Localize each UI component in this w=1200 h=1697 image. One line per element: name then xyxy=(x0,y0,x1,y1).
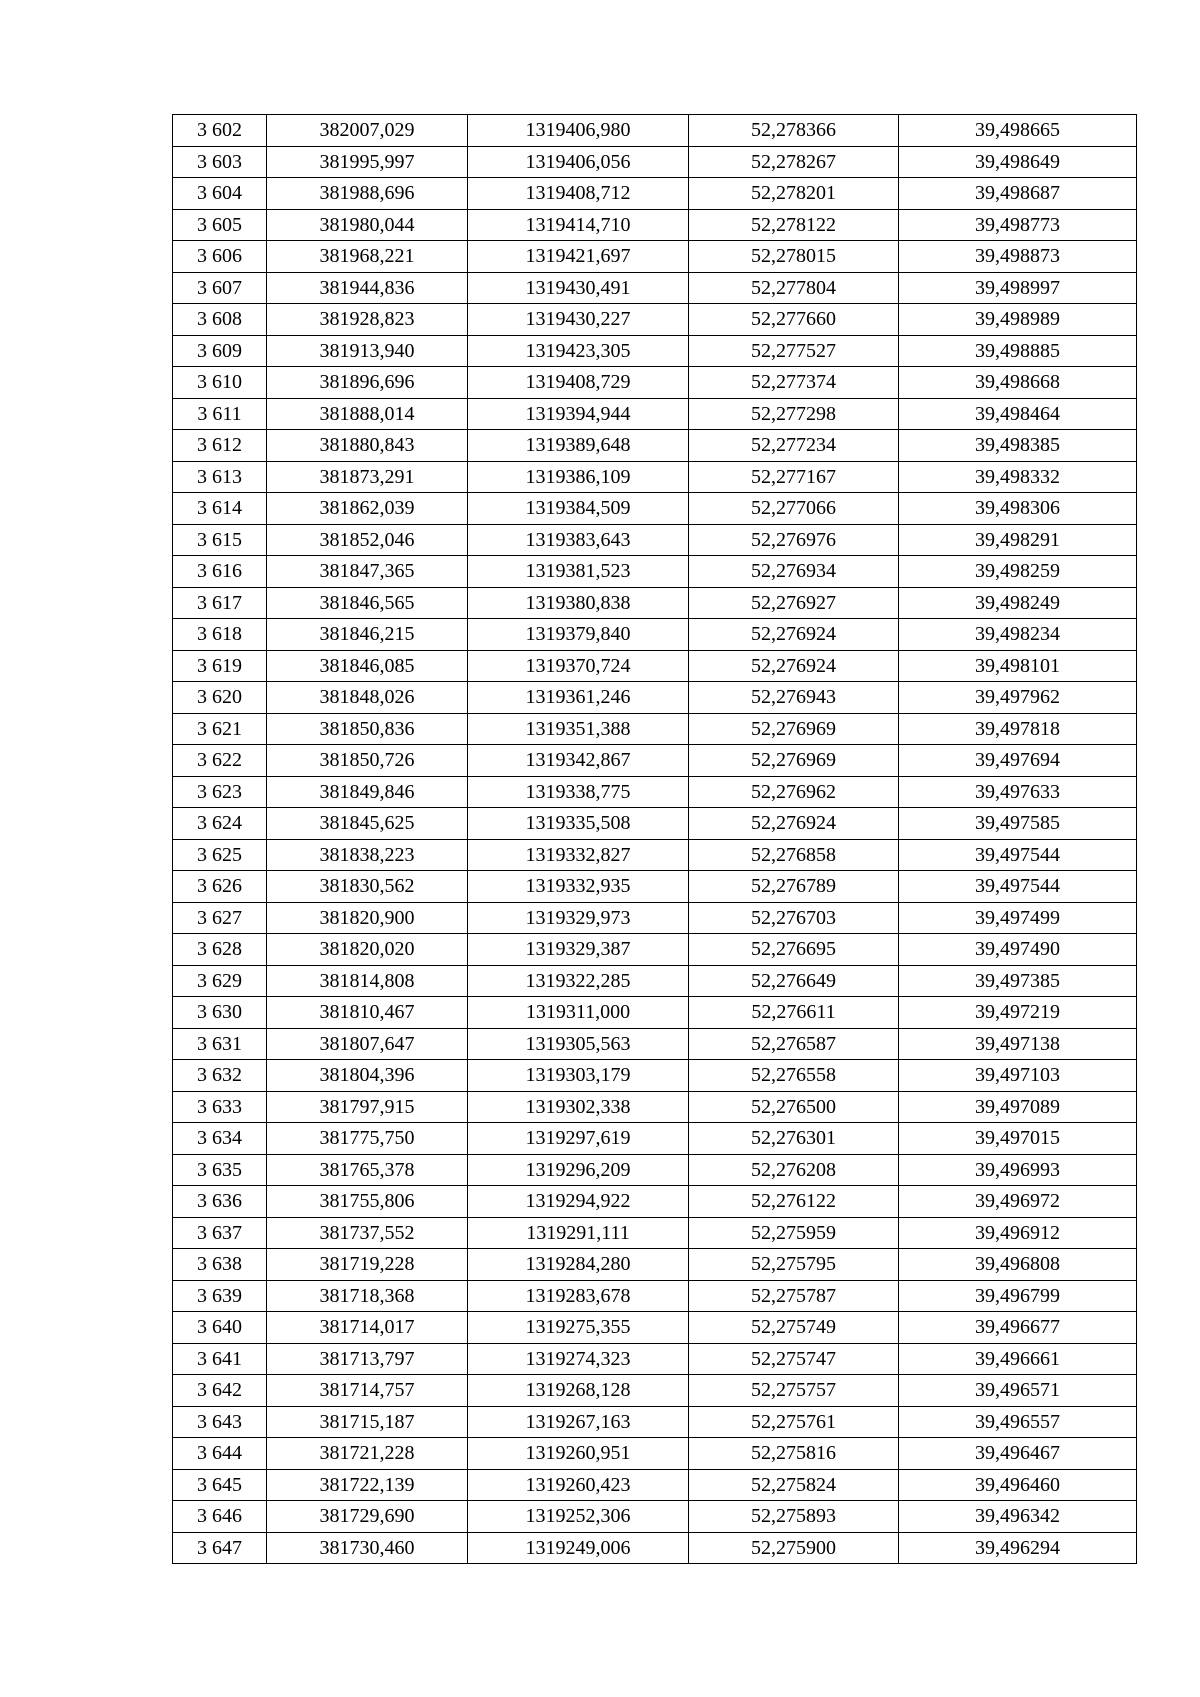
table-row xyxy=(173,745,1137,777)
x-coordinate-cell: 381820,900 xyxy=(267,902,468,934)
longitude-cell: 39,498649 xyxy=(899,146,1137,178)
longitude-cell: 39,498665 xyxy=(899,115,1137,147)
latitude-cell: 52,277167 xyxy=(689,461,899,493)
point-number-cell: 3 628 xyxy=(173,934,267,966)
point-number-cell: 3 643 xyxy=(173,1406,267,1438)
y-coordinate-cell: 1319351,388 xyxy=(468,713,689,745)
latitude-cell: 52,276927 xyxy=(689,587,899,619)
latitude-cell: 52,276587 xyxy=(689,1028,899,1060)
longitude-cell: 39,498773 xyxy=(899,209,1137,241)
latitude-cell: 52,275824 xyxy=(689,1469,899,1501)
point-number-cell: 3 647 xyxy=(173,1532,267,1564)
point-number-cell: 3 635 xyxy=(173,1154,267,1186)
x-coordinate-cell: 381846,565 xyxy=(267,587,468,619)
point-number-cell: 3 619 xyxy=(173,650,267,682)
latitude-cell: 52,276934 xyxy=(689,556,899,588)
point-number-cell: 3 618 xyxy=(173,619,267,651)
table-row xyxy=(173,1438,1137,1470)
table-row xyxy=(173,587,1137,619)
table-row xyxy=(173,1280,1137,1312)
x-coordinate-cell: 381715,187 xyxy=(267,1406,468,1438)
longitude-cell: 39,496912 xyxy=(899,1217,1137,1249)
table-row xyxy=(173,1186,1137,1218)
y-coordinate-cell: 1319332,935 xyxy=(468,871,689,903)
table-row xyxy=(173,1154,1137,1186)
point-number-cell: 3 638 xyxy=(173,1249,267,1281)
longitude-cell: 39,498332 xyxy=(899,461,1137,493)
y-coordinate-cell: 1319408,712 xyxy=(468,178,689,210)
table-row xyxy=(173,1469,1137,1501)
y-coordinate-cell: 1319322,285 xyxy=(468,965,689,997)
point-number-cell: 3 627 xyxy=(173,902,267,934)
x-coordinate-cell: 381968,221 xyxy=(267,241,468,273)
y-coordinate-cell: 1319283,678 xyxy=(468,1280,689,1312)
point-number-cell: 3 602 xyxy=(173,115,267,147)
point-number-cell: 3 644 xyxy=(173,1438,267,1470)
longitude-cell: 39,496571 xyxy=(899,1375,1137,1407)
x-coordinate-cell: 381804,396 xyxy=(267,1060,468,1092)
y-coordinate-cell: 1319303,179 xyxy=(468,1060,689,1092)
y-coordinate-cell: 1319267,163 xyxy=(468,1406,689,1438)
x-coordinate-cell: 381713,797 xyxy=(267,1343,468,1375)
x-coordinate-cell: 381714,757 xyxy=(267,1375,468,1407)
y-coordinate-cell: 1319380,838 xyxy=(468,587,689,619)
point-number-cell: 3 603 xyxy=(173,146,267,178)
latitude-cell: 52,278201 xyxy=(689,178,899,210)
x-coordinate-cell: 381721,228 xyxy=(267,1438,468,1470)
point-number-cell: 3 610 xyxy=(173,367,267,399)
table-row xyxy=(173,304,1137,336)
x-coordinate-cell: 381810,467 xyxy=(267,997,468,1029)
latitude-cell: 52,276943 xyxy=(689,682,899,714)
table-row xyxy=(173,430,1137,462)
y-coordinate-cell: 1319268,128 xyxy=(468,1375,689,1407)
y-coordinate-cell: 1319297,619 xyxy=(468,1123,689,1155)
y-coordinate-cell: 1319296,209 xyxy=(468,1154,689,1186)
x-coordinate-cell: 381820,020 xyxy=(267,934,468,966)
y-coordinate-cell: 1319370,724 xyxy=(468,650,689,682)
latitude-cell: 52,276649 xyxy=(689,965,899,997)
y-coordinate-cell: 1319342,867 xyxy=(468,745,689,777)
latitude-cell: 52,278366 xyxy=(689,115,899,147)
point-number-cell: 3 642 xyxy=(173,1375,267,1407)
longitude-cell: 39,497633 xyxy=(899,776,1137,808)
longitude-cell: 39,497585 xyxy=(899,808,1137,840)
y-coordinate-cell: 1319389,648 xyxy=(468,430,689,462)
table-row xyxy=(173,1060,1137,1092)
y-coordinate-cell: 1319381,523 xyxy=(468,556,689,588)
y-coordinate-cell: 1319275,355 xyxy=(468,1312,689,1344)
table-row xyxy=(173,115,1137,147)
point-number-cell: 3 624 xyxy=(173,808,267,840)
longitude-cell: 39,498385 xyxy=(899,430,1137,462)
point-number-cell: 3 616 xyxy=(173,556,267,588)
table-row xyxy=(173,272,1137,304)
x-coordinate-cell: 381775,750 xyxy=(267,1123,468,1155)
x-coordinate-cell: 381849,846 xyxy=(267,776,468,808)
y-coordinate-cell: 1319421,697 xyxy=(468,241,689,273)
point-number-cell: 3 621 xyxy=(173,713,267,745)
longitude-cell: 39,497103 xyxy=(899,1060,1137,1092)
y-coordinate-cell: 1319305,563 xyxy=(468,1028,689,1060)
point-number-cell: 3 611 xyxy=(173,398,267,430)
y-coordinate-cell: 1319379,840 xyxy=(468,619,689,651)
longitude-cell: 39,497818 xyxy=(899,713,1137,745)
table-row xyxy=(173,1249,1137,1281)
longitude-cell: 39,498234 xyxy=(899,619,1137,651)
longitude-cell: 39,497015 xyxy=(899,1123,1137,1155)
x-coordinate-cell: 381850,836 xyxy=(267,713,468,745)
x-coordinate-cell: 381862,039 xyxy=(267,493,468,525)
longitude-cell: 39,498668 xyxy=(899,367,1137,399)
latitude-cell: 52,276976 xyxy=(689,524,899,556)
table-row xyxy=(173,461,1137,493)
latitude-cell: 52,275959 xyxy=(689,1217,899,1249)
longitude-cell: 39,498885 xyxy=(899,335,1137,367)
x-coordinate-cell: 381846,215 xyxy=(267,619,468,651)
x-coordinate-cell: 381880,843 xyxy=(267,430,468,462)
point-number-cell: 3 630 xyxy=(173,997,267,1029)
x-coordinate-cell: 381995,997 xyxy=(267,146,468,178)
table-row xyxy=(173,682,1137,714)
y-coordinate-cell: 1319329,973 xyxy=(468,902,689,934)
x-coordinate-cell: 381729,690 xyxy=(267,1501,468,1533)
y-coordinate-cell: 1319311,000 xyxy=(468,997,689,1029)
table-row xyxy=(173,1028,1137,1060)
x-coordinate-cell: 381848,026 xyxy=(267,682,468,714)
x-coordinate-cell: 381845,625 xyxy=(267,808,468,840)
point-number-cell: 3 636 xyxy=(173,1186,267,1218)
table-row xyxy=(173,556,1137,588)
longitude-cell: 39,498464 xyxy=(899,398,1137,430)
table-row xyxy=(173,902,1137,934)
table-row xyxy=(173,1312,1137,1344)
latitude-cell: 52,275757 xyxy=(689,1375,899,1407)
longitude-cell: 39,497490 xyxy=(899,934,1137,966)
table-row xyxy=(173,713,1137,745)
longitude-cell: 39,496460 xyxy=(899,1469,1137,1501)
y-coordinate-cell: 1319406,056 xyxy=(468,146,689,178)
table-row xyxy=(173,524,1137,556)
y-coordinate-cell: 1319384,509 xyxy=(468,493,689,525)
latitude-cell: 52,276789 xyxy=(689,871,899,903)
x-coordinate-cell: 381797,915 xyxy=(267,1091,468,1123)
table-row xyxy=(173,493,1137,525)
x-coordinate-cell: 381896,696 xyxy=(267,367,468,399)
x-coordinate-cell: 381944,836 xyxy=(267,272,468,304)
x-coordinate-cell: 381765,378 xyxy=(267,1154,468,1186)
point-number-cell: 3 632 xyxy=(173,1060,267,1092)
table-row xyxy=(173,367,1137,399)
x-coordinate-cell: 381722,139 xyxy=(267,1469,468,1501)
point-number-cell: 3 637 xyxy=(173,1217,267,1249)
table-row xyxy=(173,241,1137,273)
x-coordinate-cell: 381980,044 xyxy=(267,209,468,241)
table-row xyxy=(173,1123,1137,1155)
latitude-cell: 52,277527 xyxy=(689,335,899,367)
table-row xyxy=(173,965,1137,997)
latitude-cell: 52,276924 xyxy=(689,808,899,840)
point-number-cell: 3 634 xyxy=(173,1123,267,1155)
longitude-cell: 39,498249 xyxy=(899,587,1137,619)
x-coordinate-cell: 381850,726 xyxy=(267,745,468,777)
longitude-cell: 39,496661 xyxy=(899,1343,1137,1375)
y-coordinate-cell: 1319338,775 xyxy=(468,776,689,808)
longitude-cell: 39,496677 xyxy=(899,1312,1137,1344)
longitude-cell: 39,497089 xyxy=(899,1091,1137,1123)
longitude-cell: 39,498101 xyxy=(899,650,1137,682)
x-coordinate-cell: 381755,806 xyxy=(267,1186,468,1218)
table-row xyxy=(173,1091,1137,1123)
table-row xyxy=(173,1217,1137,1249)
latitude-cell: 52,275749 xyxy=(689,1312,899,1344)
table-row xyxy=(173,808,1137,840)
x-coordinate-cell: 381714,017 xyxy=(267,1312,468,1344)
x-coordinate-cell: 381719,228 xyxy=(267,1249,468,1281)
table-row xyxy=(173,178,1137,210)
x-coordinate-cell: 381838,223 xyxy=(267,839,468,871)
point-number-cell: 3 617 xyxy=(173,587,267,619)
latitude-cell: 52,275761 xyxy=(689,1406,899,1438)
latitude-cell: 52,276703 xyxy=(689,902,899,934)
x-coordinate-cell: 381807,647 xyxy=(267,1028,468,1060)
point-number-cell: 3 645 xyxy=(173,1469,267,1501)
latitude-cell: 52,276122 xyxy=(689,1186,899,1218)
longitude-cell: 39,496294 xyxy=(899,1532,1137,1564)
y-coordinate-cell: 1319274,323 xyxy=(468,1343,689,1375)
latitude-cell: 52,277298 xyxy=(689,398,899,430)
latitude-cell: 52,276969 xyxy=(689,745,899,777)
longitude-cell: 39,498989 xyxy=(899,304,1137,336)
y-coordinate-cell: 1319394,944 xyxy=(468,398,689,430)
longitude-cell: 39,497499 xyxy=(899,902,1137,934)
point-number-cell: 3 609 xyxy=(173,335,267,367)
y-coordinate-cell: 1319430,491 xyxy=(468,272,689,304)
y-coordinate-cell: 1319260,951 xyxy=(468,1438,689,1470)
point-number-cell: 3 614 xyxy=(173,493,267,525)
longitude-cell: 39,497962 xyxy=(899,682,1137,714)
latitude-cell: 52,277804 xyxy=(689,272,899,304)
table-row xyxy=(173,997,1137,1029)
x-coordinate-cell: 381988,696 xyxy=(267,178,468,210)
longitude-cell: 39,496993 xyxy=(899,1154,1137,1186)
latitude-cell: 52,277374 xyxy=(689,367,899,399)
longitude-cell: 39,496557 xyxy=(899,1406,1137,1438)
table-row xyxy=(173,1501,1137,1533)
table-row xyxy=(173,335,1137,367)
y-coordinate-cell: 1319252,306 xyxy=(468,1501,689,1533)
latitude-cell: 52,276558 xyxy=(689,1060,899,1092)
table-row xyxy=(173,1375,1137,1407)
y-coordinate-cell: 1319260,423 xyxy=(468,1469,689,1501)
table-row xyxy=(173,871,1137,903)
longitude-cell: 39,498306 xyxy=(899,493,1137,525)
longitude-cell: 39,498291 xyxy=(899,524,1137,556)
longitude-cell: 39,498997 xyxy=(899,272,1137,304)
x-coordinate-cell: 381852,046 xyxy=(267,524,468,556)
latitude-cell: 52,276962 xyxy=(689,776,899,808)
y-coordinate-cell: 1319294,922 xyxy=(468,1186,689,1218)
y-coordinate-cell: 1319332,827 xyxy=(468,839,689,871)
y-coordinate-cell: 1319430,227 xyxy=(468,304,689,336)
point-number-cell: 3 631 xyxy=(173,1028,267,1060)
table-row xyxy=(173,1406,1137,1438)
latitude-cell: 52,276924 xyxy=(689,650,899,682)
table-row xyxy=(173,1532,1137,1564)
latitude-cell: 52,276208 xyxy=(689,1154,899,1186)
y-coordinate-cell: 1319302,338 xyxy=(468,1091,689,1123)
y-coordinate-cell: 1319335,508 xyxy=(468,808,689,840)
y-coordinate-cell: 1319406,980 xyxy=(468,115,689,147)
point-number-cell: 3 604 xyxy=(173,178,267,210)
x-coordinate-cell: 381737,552 xyxy=(267,1217,468,1249)
longitude-cell: 39,496972 xyxy=(899,1186,1137,1218)
latitude-cell: 52,278122 xyxy=(689,209,899,241)
point-number-cell: 3 626 xyxy=(173,871,267,903)
longitude-cell: 39,498873 xyxy=(899,241,1137,273)
latitude-cell: 52,275900 xyxy=(689,1532,899,1564)
table-row xyxy=(173,776,1137,808)
x-coordinate-cell: 381718,368 xyxy=(267,1280,468,1312)
point-number-cell: 3 629 xyxy=(173,965,267,997)
latitude-cell: 52,278015 xyxy=(689,241,899,273)
table-row xyxy=(173,209,1137,241)
longitude-cell: 39,497544 xyxy=(899,871,1137,903)
longitude-cell: 39,498259 xyxy=(899,556,1137,588)
point-number-cell: 3 615 xyxy=(173,524,267,556)
coordinates-table-body xyxy=(173,115,1137,1564)
latitude-cell: 52,275787 xyxy=(689,1280,899,1312)
latitude-cell: 52,275795 xyxy=(689,1249,899,1281)
table-row xyxy=(173,934,1137,966)
point-number-cell: 3 633 xyxy=(173,1091,267,1123)
point-number-cell: 3 620 xyxy=(173,682,267,714)
x-coordinate-cell: 382007,029 xyxy=(267,115,468,147)
coordinates-table xyxy=(172,114,1137,1564)
point-number-cell: 3 640 xyxy=(173,1312,267,1344)
point-number-cell: 3 639 xyxy=(173,1280,267,1312)
latitude-cell: 52,276500 xyxy=(689,1091,899,1123)
y-coordinate-cell: 1319329,387 xyxy=(468,934,689,966)
table-row xyxy=(173,839,1137,871)
table-row xyxy=(173,1343,1137,1375)
point-number-cell: 3 613 xyxy=(173,461,267,493)
x-coordinate-cell: 381730,460 xyxy=(267,1532,468,1564)
y-coordinate-cell: 1319386,109 xyxy=(468,461,689,493)
latitude-cell: 52,275893 xyxy=(689,1501,899,1533)
latitude-cell: 52,277066 xyxy=(689,493,899,525)
longitude-cell: 39,497694 xyxy=(899,745,1137,777)
table-row xyxy=(173,398,1137,430)
point-number-cell: 3 606 xyxy=(173,241,267,273)
x-coordinate-cell: 381846,085 xyxy=(267,650,468,682)
point-number-cell: 3 641 xyxy=(173,1343,267,1375)
point-number-cell: 3 622 xyxy=(173,745,267,777)
latitude-cell: 52,276695 xyxy=(689,934,899,966)
longitude-cell: 39,497385 xyxy=(899,965,1137,997)
x-coordinate-cell: 381928,823 xyxy=(267,304,468,336)
x-coordinate-cell: 381888,014 xyxy=(267,398,468,430)
latitude-cell: 52,276969 xyxy=(689,713,899,745)
longitude-cell: 39,497138 xyxy=(899,1028,1137,1060)
latitude-cell: 52,278267 xyxy=(689,146,899,178)
latitude-cell: 52,277234 xyxy=(689,430,899,462)
y-coordinate-cell: 1319383,643 xyxy=(468,524,689,556)
x-coordinate-cell: 381847,365 xyxy=(267,556,468,588)
longitude-cell: 39,496342 xyxy=(899,1501,1137,1533)
longitude-cell: 39,496799 xyxy=(899,1280,1137,1312)
y-coordinate-cell: 1319408,729 xyxy=(468,367,689,399)
longitude-cell: 39,497544 xyxy=(899,839,1137,871)
table-row xyxy=(173,619,1137,651)
table-row xyxy=(173,650,1137,682)
latitude-cell: 52,276858 xyxy=(689,839,899,871)
table-row xyxy=(173,146,1137,178)
longitude-cell: 39,498687 xyxy=(899,178,1137,210)
latitude-cell: 52,276301 xyxy=(689,1123,899,1155)
point-number-cell: 3 607 xyxy=(173,272,267,304)
point-number-cell: 3 625 xyxy=(173,839,267,871)
latitude-cell: 52,277660 xyxy=(689,304,899,336)
y-coordinate-cell: 1319414,710 xyxy=(468,209,689,241)
point-number-cell: 3 608 xyxy=(173,304,267,336)
point-number-cell: 3 623 xyxy=(173,776,267,808)
point-number-cell: 3 612 xyxy=(173,430,267,462)
y-coordinate-cell: 1319249,006 xyxy=(468,1532,689,1564)
y-coordinate-cell: 1319361,246 xyxy=(468,682,689,714)
longitude-cell: 39,496467 xyxy=(899,1438,1137,1470)
y-coordinate-cell: 1319284,280 xyxy=(468,1249,689,1281)
x-coordinate-cell: 381830,562 xyxy=(267,871,468,903)
point-number-cell: 3 605 xyxy=(173,209,267,241)
y-coordinate-cell: 1319291,111 xyxy=(468,1217,689,1249)
latitude-cell: 52,275816 xyxy=(689,1438,899,1470)
y-coordinate-cell: 1319423,305 xyxy=(468,335,689,367)
point-number-cell: 3 646 xyxy=(173,1501,267,1533)
x-coordinate-cell: 381873,291 xyxy=(267,461,468,493)
longitude-cell: 39,496808 xyxy=(899,1249,1137,1281)
x-coordinate-cell: 381913,940 xyxy=(267,335,468,367)
latitude-cell: 52,275747 xyxy=(689,1343,899,1375)
longitude-cell: 39,497219 xyxy=(899,997,1137,1029)
x-coordinate-cell: 381814,808 xyxy=(267,965,468,997)
latitude-cell: 52,276611 xyxy=(689,997,899,1029)
latitude-cell: 52,276924 xyxy=(689,619,899,651)
